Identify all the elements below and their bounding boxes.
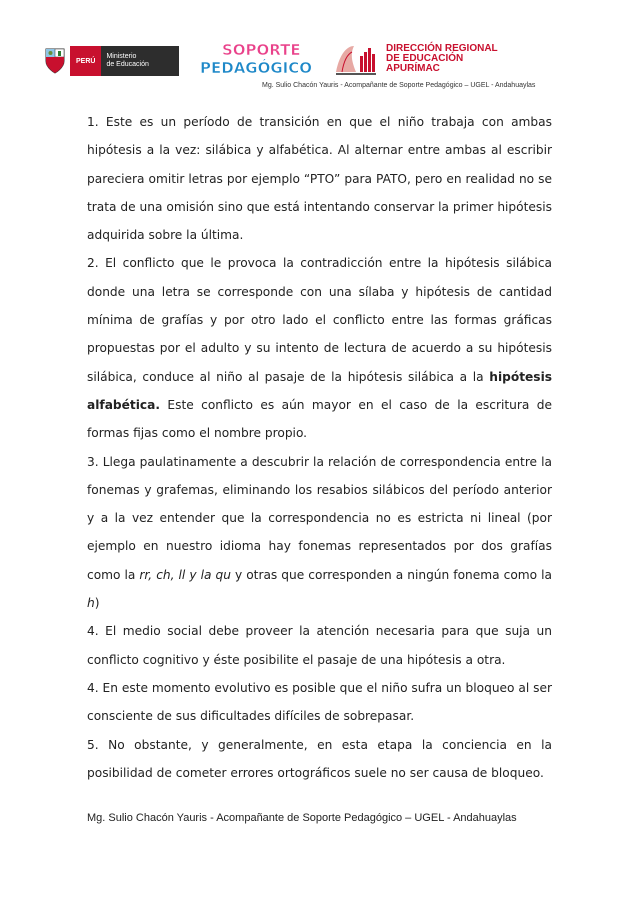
- peru-label: PERÚ: [70, 46, 101, 76]
- minedu-logo: [40, 46, 179, 76]
- dre-line1: DIRECCIÓN REGIONAL: [386, 43, 498, 54]
- paragraph-2-bold: hipótesis alfabética.: [87, 369, 552, 412]
- document-body: [87, 108, 552, 787]
- page-header: [0, 0, 638, 100]
- ministerio-label: [101, 46, 178, 76]
- peru-coat-of-arms-icon: [40, 46, 70, 76]
- soporte-pedagogico-logo: [200, 40, 332, 76]
- paragraph-6: 5. No obstante, y generalmente, en esta etapa la conciencia en la posibilidad de cometer errores ortográficos suele no ser causa de bloqueo.: [87, 737, 552, 780]
- paragraph-3-text-a: 3. Llega paulatinamente a descubrir la relación de correspondencia entre la fonemas y grafemas, eliminando los resabios silábicos del período anterior y a la vez entender que la correspondencia no es estricta ni lineal (por ejemplo en nuestro idioma hay fonemas representados por dos grafías como la: [87, 454, 552, 582]
- paragraph-1: 1. Este es un período de transición en que el niño trabaja con ambas hipótesis a la vez: silábica y alfabética. Al alternar entre ambas al escribir pareciera omitir letras por ejemplo “PTO” para PATO, pero en realidad no se trata de una omisión sino que está intentando conservar la primer hipótesis adquirida sobre la última.: [87, 115, 552, 243]
- ministerio-line2: de Educación: [106, 61, 149, 68]
- soporte-line1: SOPORTE: [222, 41, 301, 59]
- paragraph-3: [87, 448, 552, 618]
- dre-line3: APURÍMAC: [386, 63, 440, 74]
- paragraph-4: 4. El medio social debe proveer la atención necesaria para que suja un conflicto cognitivo y éste posibilite el pasaje de una hipótesis a otra.: [87, 624, 552, 667]
- paragraph-3-text-b: y otras que corresponden a ningún fonema como la: [230, 567, 552, 582]
- header-credit: Mg. Sulio Chacón Yauris - Acompañante de Soporte Pedagógico – UGEL - Andahuaylas: [262, 82, 536, 89]
- page-footer: Mg. Sulio Chacón Yauris - Acompañante de Soporte Pedagógico – UGEL - Andahuaylas: [87, 812, 517, 824]
- paragraph-3-text-c: ): [94, 596, 100, 611]
- paragraph-2-text-a: 2. El conflicto que le provoca la contradicción entre la hipótesis silábica donde una letra se corresponde con una sílaba y hipótesis de cantidad mínima de grafías y por otro lado el conflicto entre las formas gráficas propuestas por el adulto y su intento de lectura de acuerdo a su hipótesis silábica, conduce al niño al pasaje de la hipótesis silábica a la: [87, 256, 552, 384]
- dre-apurimac-emblem-icon: [334, 42, 378, 76]
- paragraph-3-italic-1: rr, ch, ll y la qu: [139, 567, 231, 582]
- paragraph-5: 4. En este momento evolutivo es posible que el niño sufra un bloqueo al ser consciente de sus dificultades difíciles de sobrepasar.: [87, 680, 552, 724]
- paragraph-2: [87, 249, 552, 447]
- paragraph-2-text-b: Este conflicto es aún mayor en el caso de la escritura de formas fijas como el nombre propio.: [87, 397, 552, 441]
- soporte-line2: PEDAGÓGICO: [200, 59, 313, 76]
- paragraph-3-italic-2: h: [87, 596, 95, 611]
- dre-apurimac-label: [386, 44, 498, 74]
- ministerio-line1: Ministerio: [106, 53, 137, 60]
- dre-line2: DE EDUCACIÓN: [386, 53, 464, 64]
